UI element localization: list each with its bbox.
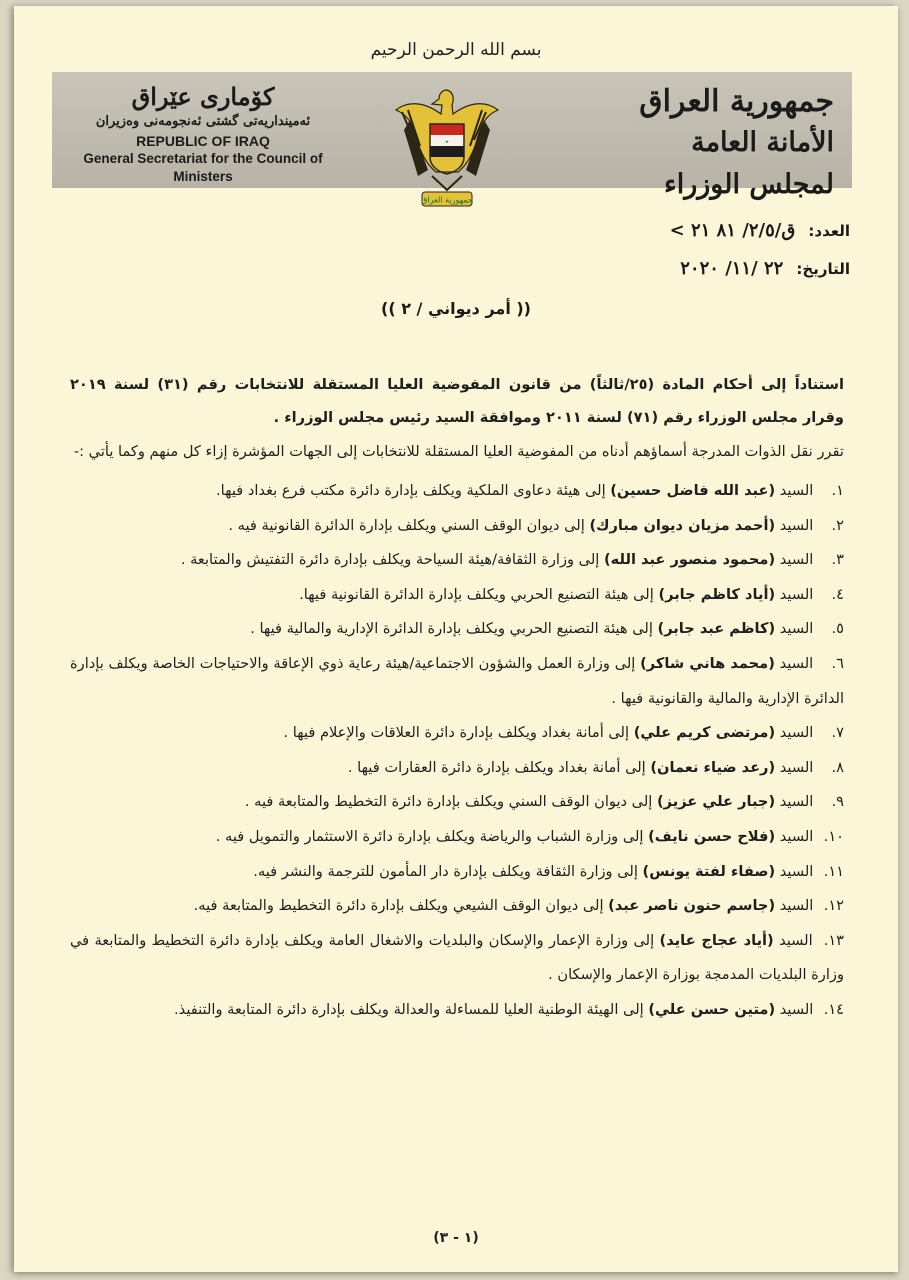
list-item: ١٢. السيد (جاسم حنون ناصر عبد) إلى ديوان الوقف الشيعي ويكلف بإدارة دائرة التخطيط والمتابعة فيه. <box>193 897 844 915</box>
list-item: ٣. السيد (محمود منصور عبد الله) إلى وزارة الثقافة/هيئة السياحة ويكلف بإدارة دائرة التفتيش والمتابعة . <box>180 551 844 569</box>
list-item: ١. السيد (عبد الله فاضل حسين) إلى هيئة دعاوى الملكية ويكلف بإدارة دائرة مكتب فرع بغداد فيها. <box>216 482 844 499</box>
iraq-eagle-emblem-icon <box>392 80 502 212</box>
svg-text:✦: ✦ <box>444 139 450 146</box>
number-value: ق/٢/٥/ ٨١ ٢١ > <box>669 220 796 241</box>
letterhead-right <box>614 82 834 206</box>
arabic-secretariat: الأمانة العامة لمجلس الوزراء <box>664 127 834 200</box>
list-item: ٧. السيد (مرتضى كريم علي) إلى أمانة بغداد ويكلف بإدارة دائرة العلاقات والإعلام فيها . <box>283 724 844 742</box>
list-item: ١٣. السيد (أياد عجاج عايد) إلى وزارة الإعمار والإسكان والبلديات والاشغال العامة ويكلف بإدارة دائرة التخطيط والمتابعة في وزارة البلديات المدمجة بوزارة الإعمار والإسكان . <box>70 931 845 984</box>
arabic-country: جمهورية العراق <box>639 84 834 119</box>
document-date <box>450 258 850 279</box>
page-number: (١ - ٣) <box>433 1230 479 1246</box>
order-title: (( أمر ديواني / ٢ )) <box>381 299 531 318</box>
english-secretariat: General Secretariat for the Council of Ministers <box>83 151 323 184</box>
letterhead-left <box>68 82 338 186</box>
number-label: العدد: <box>808 222 850 240</box>
list-item: ٤. السيد (أياد كاظم جابر) إلى هيئة التصنيع الحربي ويكلف بإدارة الدائرة القانونية فيها. <box>299 585 844 603</box>
list-item: ٩. السيد (جبار علي عزيز) إلى ديوان الوقف السني ويكلف بإدارة دائرة التخطيط والمتابعة فيه . <box>244 793 844 811</box>
document-page <box>14 6 898 1272</box>
list-item: ٦. السيد (محمد هاني شاكر) إلى وزارة العمل والشؤون الاجتماعية/هيئة رعاية ذوي الإعاقة والاحتياجات الخاصة ويكلف بإدارة الدائرة الإدارية والمالية والقانونية فيها . <box>70 654 844 707</box>
decision-paragraph: تقرر نقل الذوات المدرجة أسماؤهم أدناه من المفوضية العليا المستقلة للانتخابات إلى الجهات المؤشرة إزاء كل منهم وكما يأتي :- <box>73 443 844 460</box>
emblem-caption: جمهورية العراق <box>421 195 473 205</box>
transfer-list <box>70 474 844 1028</box>
list-item: ٢. السيد (أحمد مزيان ديوان مبارك) إلى ديوان الوقف السني ويكلف بإدارة الدائرة القانونية فيه . <box>228 516 844 534</box>
list-item: ١٤. السيد (متين حسن علي) إلى الهيئة الوطنية العليا للمساءلة والعدالة ويكلف بإدارة دائرة المتابعة والتنفيذ. <box>174 1000 844 1018</box>
letterhead-banner <box>52 72 852 205</box>
kurdish-secretariat: ئەمینداریەتی گشتی ئەنجومەنی وەزیران <box>95 114 311 129</box>
basmala: بسم الله الرحمن الرحيم <box>370 40 542 60</box>
kurdish-country: كۆماری عێراق <box>131 82 275 111</box>
list-item: ١٠. السيد (فلاح حسن نايف) إلى وزارة الشباب والرياضة ويكلف بإدارة دائرة الاستثمار والتمويل فيه . <box>215 827 844 845</box>
document-body <box>70 368 844 1028</box>
document-number <box>450 220 850 241</box>
date-value: ٢٢ /١١/ ٢٠٢٠ <box>680 258 784 279</box>
list-item: ١١. السيد (صفاء لفتة يونس) إلى وزارة الثقافة ويكلف بإدارة دار المأمون للترجمة والنشر فيه. <box>253 862 844 880</box>
english-country: REPUBLIC OF IRAQ <box>136 133 270 149</box>
date-label: التاريخ: <box>796 260 850 278</box>
preamble-paragraph: استناداً إلى أحكام المادة (٢٥/ثالثاً) من قانون المفوضية العليا المستقلة للانتخابات رقم (٣١) لسنة ٢٠١٩ وقرار مجلس الوزراء رقم (٧١) لسنة ٢٠١١ وموافقة السيد رئيس مجلس الوزراء . <box>70 376 844 426</box>
list-item: ٥. السيد (كاظم عبد جابر) إلى هيئة التصنيع الحربي ويكلف بإدارة الدائرة الإدارية والمالية فيها . <box>250 620 844 638</box>
list-item: ٨. السيد (رعد ضياء نعمان) إلى أمانة بغداد ويكلف بإدارة دائرة العقارات فيها . <box>347 758 844 776</box>
